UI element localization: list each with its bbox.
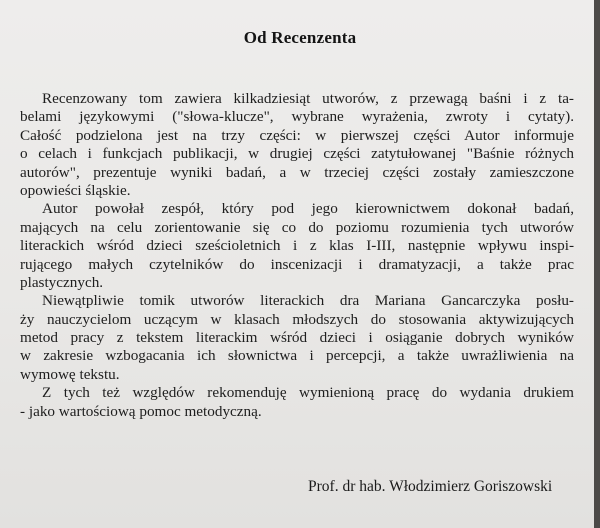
text-line: metod pracy z tekstem literackim wśród dzieci i osiąganie dobrych wyników: [20, 329, 574, 347]
paragraph-3: [20, 292, 574, 384]
text-line: ży nauczycielom uczącym w klasach młodszych do stosowania aktywizujących: [20, 310, 574, 328]
text-line: o celach i funkcjach publikacji, w drugiej części zatytułowanej "Baśnie różnych: [20, 145, 574, 163]
text-line: plastycznych.: [20, 273, 104, 291]
text-line: Z tych też względów rekomenduję wymienioną pracę do wydania drukiem: [42, 384, 574, 402]
paragraph-1: [20, 90, 574, 200]
text-line: Całość podzielona jest na trzy części: w pierwszej części Autor informuje: [20, 126, 574, 144]
page-title: Od Recenzenta: [243, 28, 357, 47]
paragraph-2: [20, 200, 574, 292]
text-line: Niewątpliwie tomik utworów literackich dra Mariana Gancarczyka posłu-: [42, 292, 574, 310]
text-line: autorów", prezentuje wyniki badań, a w trzeciej części zostały zamieszczone: [20, 163, 574, 181]
text-line: mających na celu zorientowanie się co do poziomu rozumienia tych utworów: [20, 218, 574, 236]
text-line: wymowę tekstu.: [20, 365, 120, 383]
text-line: Autor powołał zespół, który pod jego kierownictwem dokonał badań,: [42, 200, 574, 218]
text-line: belami językowymi ("słowa-klucze", wybrane wyrażenia, zwroty i cytaty).: [20, 108, 574, 126]
text-line: literackich wśród dzieci sześcioletnich i z klas I-III, następnie wpływu inspi-: [20, 237, 574, 255]
text-line: rującego małych czytelników do inscenizacji i dramatyzacji, a także prac: [20, 255, 574, 273]
reviewer-signature: Prof. dr hab. Włodzimierz Goriszowski: [308, 478, 553, 495]
text-line: w zakresie wzbogacania ich słownictwa i percepcji, a także uwrażliwienia na: [20, 347, 574, 365]
paragraph-4: [20, 384, 574, 421]
review-text: [20, 90, 574, 421]
text-line: Recenzowany tom zawiera kilkadziesiąt utworów, z przewagą baśni i z ta-: [42, 90, 574, 107]
text-line: - jako wartościową pomoc metodyczną.: [20, 402, 262, 420]
text-line: opowieści śląskie.: [20, 181, 131, 199]
